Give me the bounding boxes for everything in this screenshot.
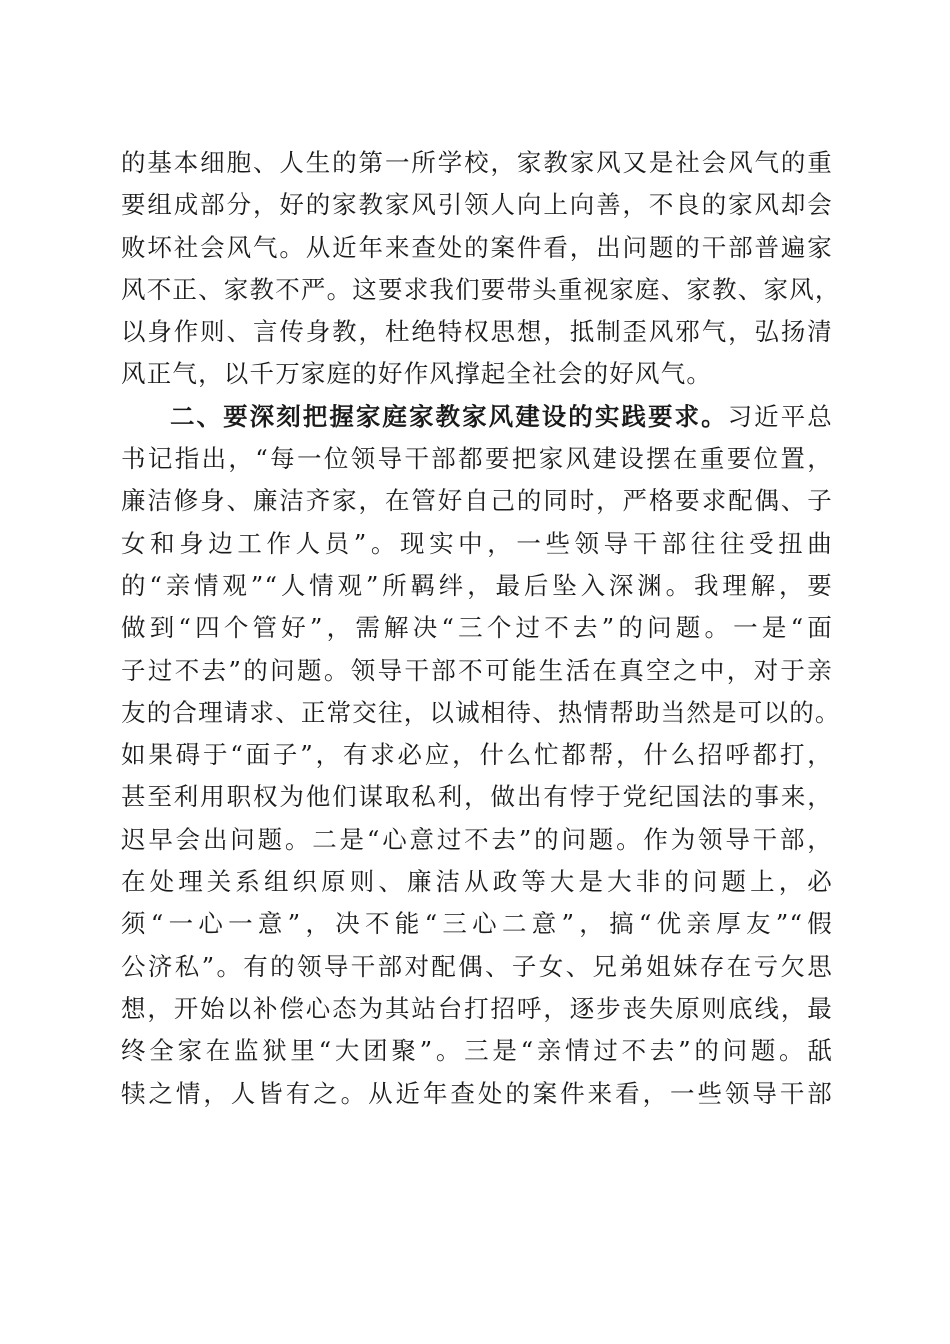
text-line-2-content: 要组成部分，好的家教家风引领人向上向善，不良的家风却会	[121, 190, 833, 220]
section-heading: 二、要深刻把握家庭家教家风建设的实践要求。	[170, 401, 728, 431]
text-line-15-content: 如果碍于“面子”，有求必应，什么忙都帮，什么招呼都打，	[121, 740, 833, 770]
text-line-19-content: 须“一心一意”，决不能“三心二意”，搞“优亲厚友”“假	[121, 909, 833, 939]
text-line-6	[121, 353, 833, 395]
text-line-22-content: 终全家在监狱里“大团聚”。三是“亲情过不去”的问题。舐	[121, 1036, 833, 1066]
text-line-16-content: 甚至利用职权为他们谋取私利，做出有悖于党纪国法的事来，	[121, 782, 833, 812]
text-line-23	[121, 1073, 833, 1115]
text-line-4-content: 风不正、家教不严。这要求我们要带头重视家庭、家教、家风，	[121, 274, 841, 304]
text-line-13	[121, 650, 833, 692]
text-line-9-content: 廉洁修身、廉洁齐家，在管好自己的同时，严格要求配偶、子	[121, 486, 833, 516]
text-line-2	[121, 184, 833, 226]
text-line-1-content: 的基本细胞、人生的第一所学校，家教家风又是社会风气的重	[121, 148, 833, 177]
text-line-20	[121, 946, 833, 988]
text-line-5	[121, 311, 833, 353]
text-line-10-content: 女和身边工作人员”。现实中，一些领导干部往往受扭曲	[121, 528, 833, 558]
text-line-16	[121, 776, 833, 818]
text-line-18-content: 在处理关系组织原则、廉洁从政等大是大非的问题上，必	[121, 867, 833, 897]
text-line-14-content: 友的合理请求、正常交往，以诚相待、热情帮助当然是可以的。	[121, 697, 841, 727]
text-line-4	[121, 269, 841, 311]
text-line-14	[121, 692, 841, 734]
text-line-17	[121, 819, 833, 861]
text-line-21-content: 想，开始以补偿心态为其站台打招呼，逐步丧失原则底线，最	[121, 993, 833, 1023]
text-line-10	[121, 523, 833, 565]
text-line-19	[121, 903, 833, 945]
text-line-12	[121, 607, 833, 649]
text-line-3	[121, 227, 833, 269]
text-line-5-content: 以身作则、言传身教，杜绝特权思想，抵制歪风邪气，弘扬清	[121, 317, 833, 347]
text-line-7	[121, 396, 833, 438]
text-line-7-content: 习近平总	[727, 401, 833, 431]
text-line-17-content: 迟早会出问题。二是“心意过不去”的问题。作为领导干部，	[121, 824, 833, 854]
body-text	[121, 142, 841, 1115]
text-line-12-content: 做到“四个管好”，需解决“三个过不去”的问题。一是“面	[121, 613, 833, 643]
text-line-6-content: 风正气，以千万家庭的好作风撑起全社会的好风气。	[121, 359, 713, 389]
text-line-23-content: 犊之情，人皆有之。从近年查处的案件来看，一些领导干部	[121, 1078, 833, 1108]
text-line-3-content: 败坏社会风气。从近年来查处的案件看，出问题的干部普遍家	[121, 232, 833, 262]
text-line-18	[121, 861, 833, 903]
text-line-13-content: 子过不去”的问题。领导干部不可能生活在真空之中，对于亲	[121, 655, 833, 685]
text-line-11	[121, 565, 833, 607]
text-line-20-content: 公济私”。有的领导干部对配偶、子女、兄弟姐妹存在亏欠思	[121, 951, 833, 981]
text-line-1	[121, 142, 833, 184]
text-line-22	[121, 1030, 833, 1072]
text-line-8-content: 书记指出，“每一位领导干部都要把家风建设摆在重要位置，	[121, 444, 833, 474]
text-line-21	[121, 988, 833, 1030]
text-line-8	[121, 438, 833, 480]
text-line-15	[121, 734, 833, 776]
text-line-11-content: 的“亲情观”“人情观”所羁绊，最后坠入深渊。我理解，要	[121, 570, 833, 600]
text-line-9	[121, 480, 833, 522]
